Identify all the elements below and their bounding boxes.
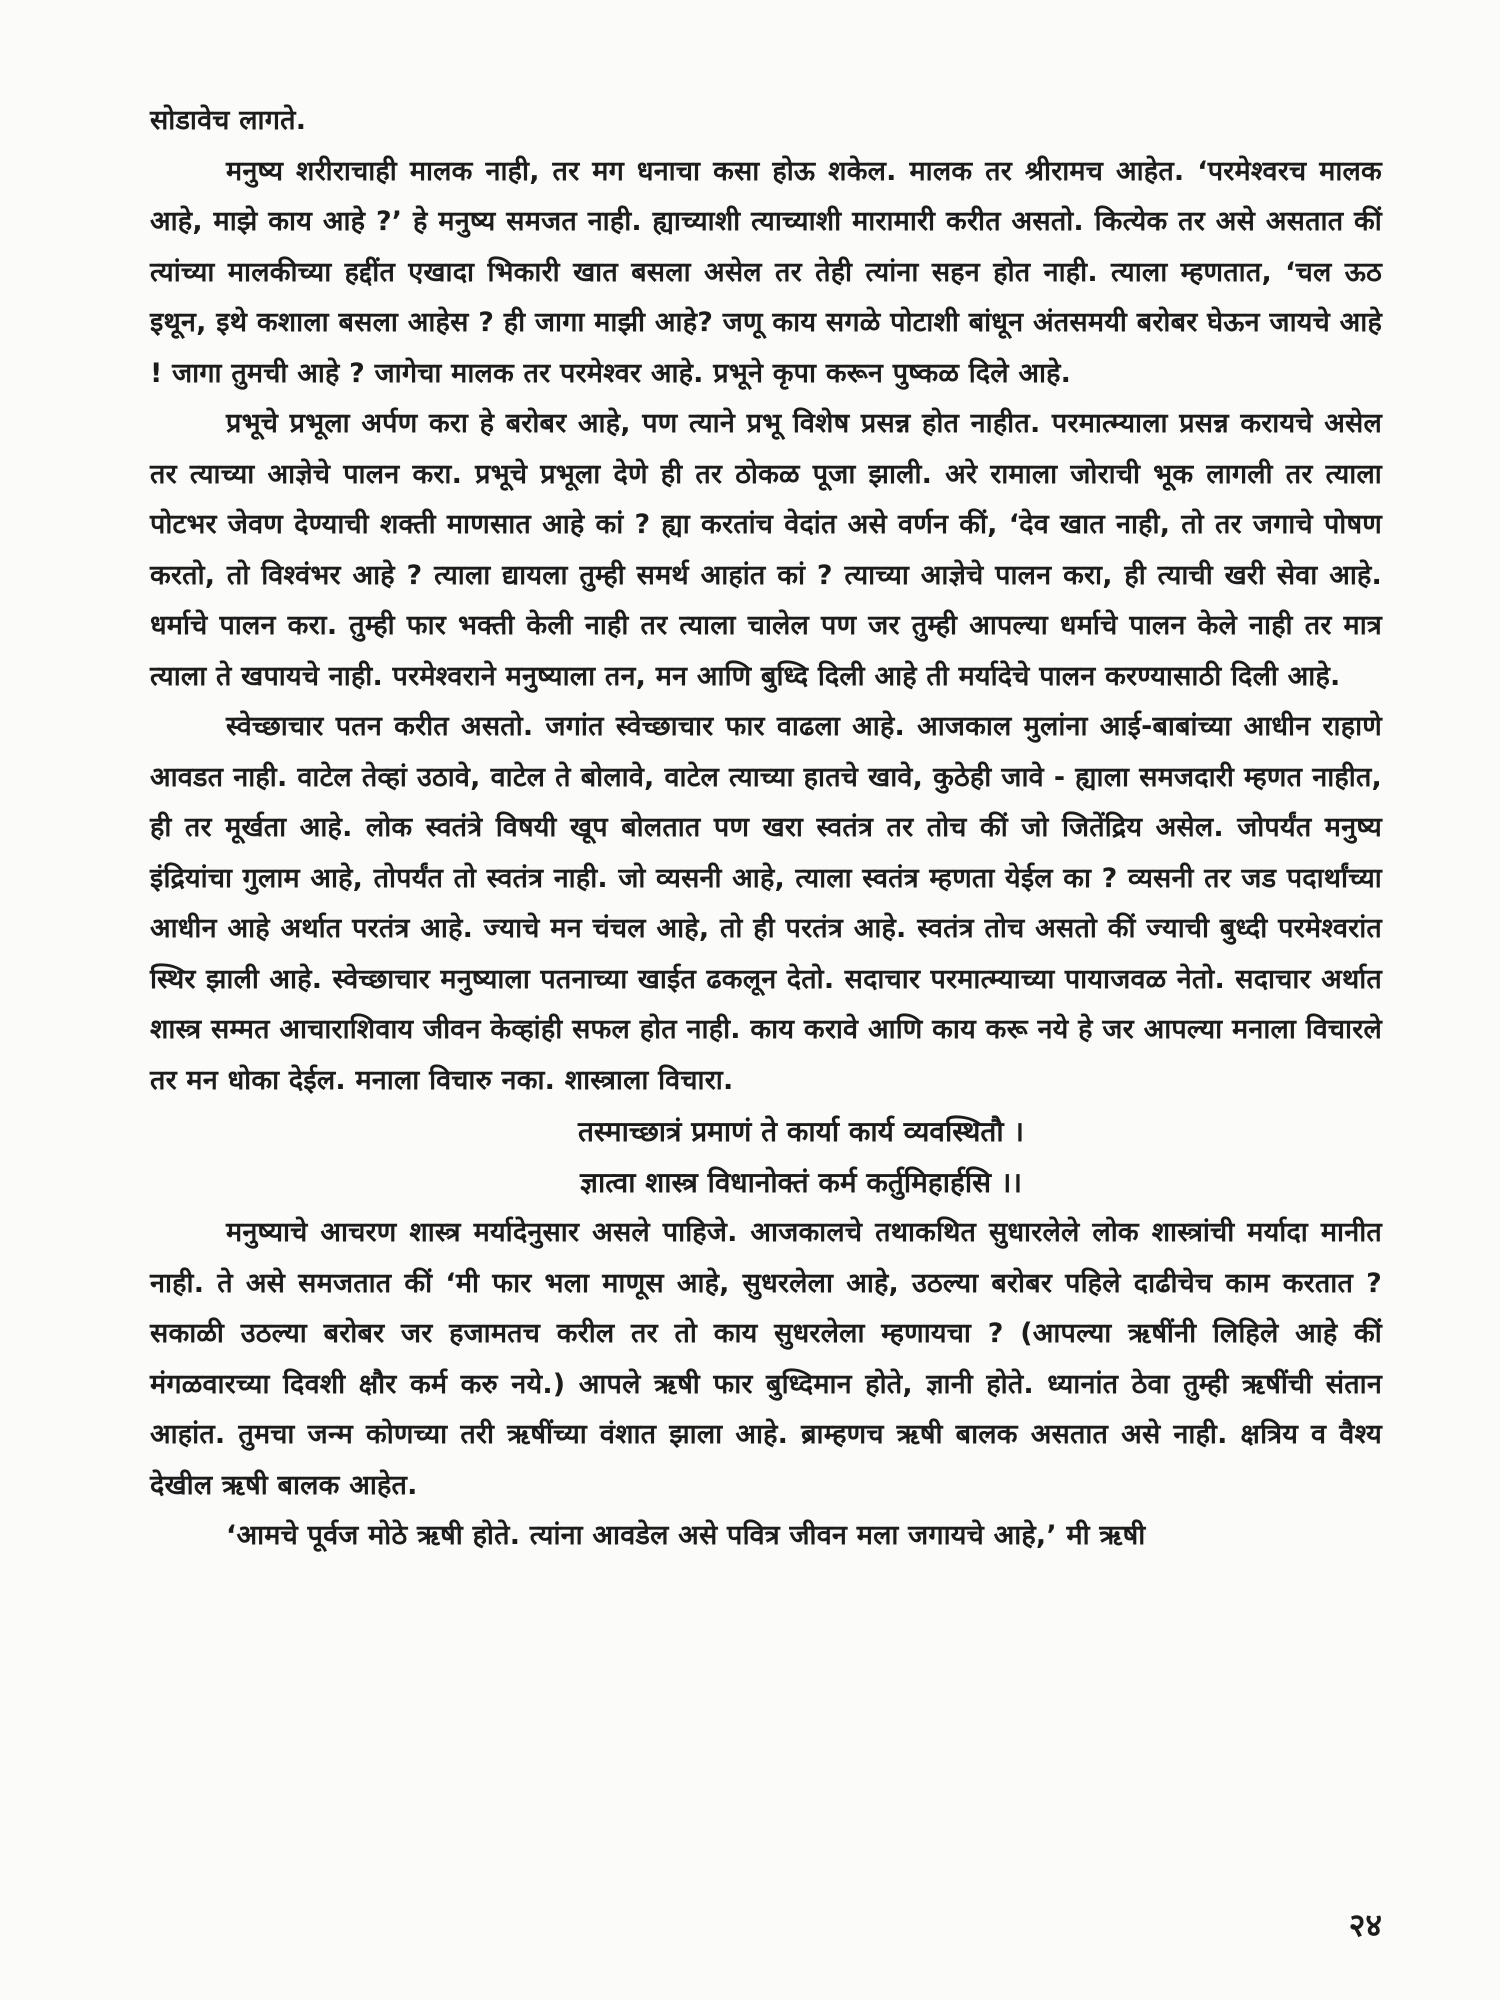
paragraph-5: मनुष्याचे आचरण शास्त्र मर्यादेनुसार असले पाहिजे. आजकालचे तथाकथित सुधारलेले लोक शास्त्रांची मर्यादा मानीत नाही. ते असे समजतात कीं ‘मी फार भला माणूस आहे, सुधरलेला आहे, उठल्या बरोबर पहिले दाढीचेच काम करतात ? सकाळी उठल्या बरोबर जर हजामतच करील तर तो काय सुधरलेला म्हणायचा ? (आपल्या ऋषींनी लिहिले आहे कीं मंगळवारच्या दिवशी क्षौर कर्म करु नये.) आपले ऋषी फार बुध्दिमान होते, ज्ञानी होते. ध्यानांत ठेवा तुम्ही ऋषींची संतान आहांत. तुमचा जन्म कोणच्या तरी ऋषींच्या वंशात झाला आहे. ब्राम्हणच ऋषी बालक असतात असे नाही. क्षत्रिय व वैश्य देखील ऋषी बालक आहेत.	[150, 1217, 1382, 1501]
paragraph-4: स्वेच्छाचार पतन करीत असतो. जगांत स्वेच्छाचार फार वाढला आहे. आजकाल मुलांना आई-बाबांच्या आधीन राहाणे आवडत नाही. वाटेल तेव्हां उठावे, वाटेल ते बोलावे, वाटेल त्याच्या हातचे खावे, कुठेही जावे - ह्याला समजदारी म्हणत नाहीत, ही तर मूर्खता आहे. लोक स्वतंत्रे विषयी खूप बोलतात पण खरा स्वतंत्र तर तोच कीं जो जितेंद्रिय असेल. जोपर्यंत मनुष्य इंद्रियांचा गुलाम आहे, तोपर्यंत तो स्वतंत्र नाही. जो व्यसनी आहे, त्याला स्वतंत्र म्हणता येईल का ? व्यसनी तर जड पदार्थांच्या आधीन आहे अर्थात परतंत्र आहे. ज्याचे मन चंचल आहे, तो ही परतंत्र आहे. स्वतंत्र तोच असतो कीं ज्याची बुध्दी परमेश्वरांत स्थिर झाली आहे. स्वेच्छाचार मनुष्याला पतनाच्या खाईत ढकलून देतो. सदाचार परमात्म्याच्या पायाजवळ नेतो. सदाचार अर्थात शास्त्र सम्मत आचाराशिवाय जीवन केव्हांही सफल होत नाही. काय करावे आणि काय करू नये हे जर आपल्या मनाला विचारले तर मन धोका देईल. मनाला विचारु नका. शास्त्राला विचारा.	[150, 711, 1383, 1096]
paragraph-3: प्रभूचे प्रभूला अर्पण करा हे बरोबर आहे, पण त्याने प्रभू विशेष प्रसन्न होत नाहीत. परमात्म्याला प्रसन्न करायचे असेल तर त्याच्या आज्ञेचे पालन करा. प्रभूचे प्रभूला देणे ही तर ठोकळ पूजा झाली. अरे रामाला जोराची भूक लागली तर त्याला पोटभर जेवण देण्याची शक्ती माणसात आहे कां ? ह्या करतांच वेदांत असे वर्णन कीं, ‘देव खात नाही, तो तर जगाचे पोषण करतो, तो विश्वंभर आहे ? त्याला द्यायला तुम्ही समर्थ आहांत कां ? त्याच्या आज्ञेचे पालन करा, ही त्याची खरी सेवा आहे. धर्माचे पालन करा. तुम्ही फार भक्ती केली नाही तर त्याला चालेल पण जर तुम्ही आपल्या धर्माचे पालन केले नाही तर मात्र त्याला ते खपायचे नाही. परमेश्वराने मनुष्याला तन, मन आणि बुध्दि दिली आहे ती मर्यादेचे पालन करण्यासाठी दिली आहे.	[150, 408, 1382, 692]
verse-line-1: तस्माच्छात्रं प्रमाणं ते कार्या कार्य व्यवस्थितौ ।	[577, 1115, 1025, 1148]
paragraph-1: सोडावेच लागते.	[150, 105, 307, 136]
verse-line-2: ज्ञात्वा शास्त्र विधानोक्तं कर्म कर्तुमिहार्हसि ।।	[580, 1166, 1022, 1199]
paragraph-2: मनुष्य शरीराचाही मालक नाही, तर मग धनाचा कसा होऊ शकेल. मालक तर श्रीरामच आहेत. ‘परमेश्वरच मालक आहे, माझे काय आहे ?’ हे मनुष्य समजत नाही. ह्याच्याशी त्याच्याशी मारामारी करीत असतो. कित्येक तर असे असतात कीं त्यांच्या मालकीच्या हद्दींत एखादा भिकारी खात बसला असेल तर तेही त्यांना सहन होत नाही. त्याला म्हणतात, ‘चल ऊठ इथून, इथे कशाला बसला आहेस ? ही जागा माझी आहे? जणू काय सगळे पोटाशी बांधून अंतसमयी बरोबर घेऊन जायचे आहे ! जागा तुमची आहे ? जागेचा मालक तर परमेश्वर आहे. प्रभूने कृपा करून पुष्कळ दिले आहे.	[150, 155, 1382, 389]
document-page	[150, 96, 1382, 1562]
paragraph-6: ‘आमचे पूर्वज मोठे ऋषी होते. त्यांना आवडेल असे पवित्र जीवन मला जगायचे आहे,’ मी ऋषी	[226, 1520, 1146, 1551]
page-number: २४	[1348, 1906, 1382, 1944]
